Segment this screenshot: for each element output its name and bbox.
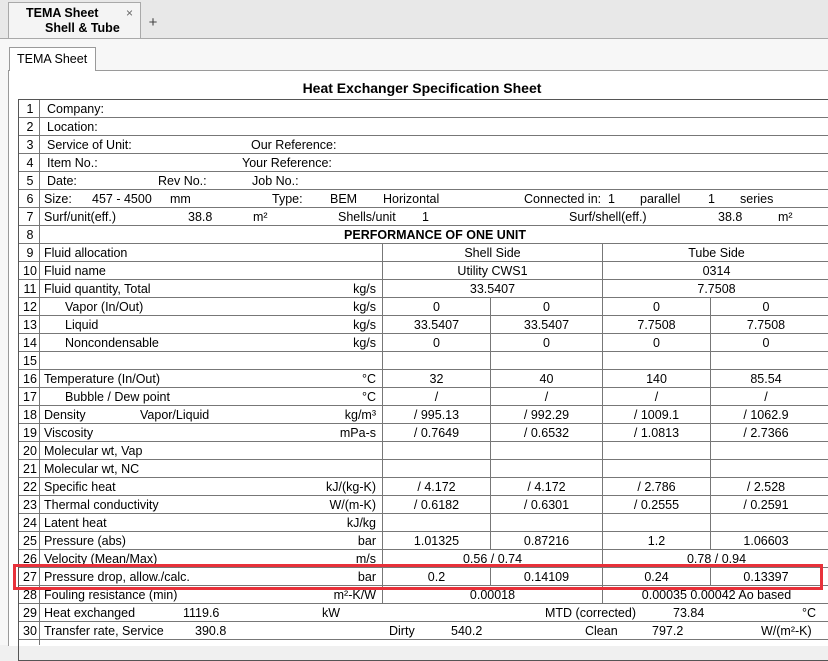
- property-unit: m²-K/W: [333, 588, 376, 602]
- tube-side-value: 0314: [702, 264, 731, 278]
- property-label: Fluid allocation: [44, 246, 128, 260]
- property-unit: kg/s: [353, 300, 376, 314]
- series-label: series: [740, 192, 774, 206]
- shell-out-value: / 4.172: [527, 480, 566, 494]
- row-number: 1: [26, 102, 34, 116]
- row-number: 19: [23, 426, 37, 440]
- add-tab-icon[interactable]: +: [148, 14, 158, 31]
- tube-out-value: 0: [762, 336, 770, 350]
- mtd-unit: °C: [802, 606, 817, 620]
- company-label: Company:: [47, 102, 104, 116]
- heat-exchanged-value: 1119.6: [183, 606, 220, 620]
- orientation-value: Horizontal: [383, 192, 440, 206]
- property-label: Thermal conductivity: [44, 498, 159, 512]
- document-tab-title: TEMA Sheet: [26, 6, 99, 20]
- transfer-rate-unit: W/(m²-K): [761, 624, 812, 638]
- tube-side-value: 7.7508: [697, 282, 736, 296]
- property-unit: mPa-s: [339, 426, 376, 440]
- property-unit: kg/s: [353, 336, 376, 350]
- surf-unit-unit: m²: [253, 210, 268, 224]
- document-tab-tema-sheet[interactable]: [8, 2, 141, 38]
- row-number: 8: [26, 228, 34, 242]
- tube-in-value: / 2.786: [637, 480, 676, 494]
- shell-in-value: /: [434, 390, 439, 404]
- pressure-drop-highlight: [13, 564, 823, 590]
- property-sublabel: Vapor/Liquid: [140, 408, 210, 422]
- clean-value: 797.2: [652, 624, 684, 638]
- service-of-unit-label: Service of Unit:: [47, 138, 132, 152]
- shell-out-value: /: [544, 390, 549, 404]
- shell-in-value: / 4.172: [417, 480, 456, 494]
- shell-out-value: 33.5407: [523, 318, 570, 332]
- rev-no-label: Rev No.:: [158, 174, 207, 188]
- size-value: 457 - 4500: [92, 192, 152, 206]
- property-label: Viscosity: [44, 426, 94, 440]
- shell-side-value: 33.5407: [469, 282, 516, 296]
- row-number: 27: [23, 570, 37, 584]
- shell-out-value: 0.87216: [523, 534, 570, 548]
- tube-side-value: Tube Side: [688, 246, 745, 260]
- tab-tema-sheet[interactable]: [9, 47, 96, 71]
- shell-out-value: 0: [543, 300, 550, 314]
- dirty-label: Dirty: [389, 624, 415, 638]
- property-unit: bar: [357, 534, 376, 548]
- performance-header: PERFORMANCE OF ONE UNIT: [344, 228, 526, 242]
- tube-in-value: 1.2: [647, 534, 666, 548]
- row-number: 2: [26, 120, 34, 134]
- date-label: Date:: [47, 174, 77, 188]
- series-value: 1: [708, 192, 715, 206]
- row-number: 13: [23, 318, 37, 332]
- row-number: 30: [23, 624, 37, 638]
- property-label: Vapor (In/Out): [65, 300, 144, 314]
- tube-out-value: 1.06603: [743, 534, 789, 548]
- row-number: 28: [23, 588, 37, 602]
- property-unit: bar: [357, 570, 376, 584]
- heat-exchanged-label: Heat exchanged: [44, 606, 136, 620]
- tube-out-value: 7.7508: [746, 318, 786, 332]
- connected-in-label: Connected in:: [524, 192, 602, 206]
- tube-out-value: / 0.2591: [743, 498, 789, 512]
- property-label: Latent heat: [44, 516, 107, 530]
- shells-unit-label: Shells/unit: [338, 210, 396, 224]
- shell-in-value: 0: [433, 300, 440, 314]
- row-number: 24: [23, 516, 37, 530]
- property-label: Bubble / Dew point: [65, 390, 170, 404]
- size-label: Size:: [44, 192, 72, 206]
- row-number: 22: [23, 480, 37, 494]
- row-number: 11: [23, 282, 37, 296]
- shell-out-value: / 992.29: [523, 408, 570, 422]
- our-reference-label: Our Reference:: [251, 138, 337, 152]
- property-unit: kJ/kg: [346, 516, 376, 530]
- tube-out-value: / 2.528: [746, 480, 786, 494]
- transfer-rate-label: Transfer rate, Service: [44, 624, 164, 638]
- property-unit: °C: [361, 372, 376, 386]
- document-tab-bar: [0, 0, 828, 39]
- row-number: 15: [23, 354, 37, 368]
- property-label: Molecular wt, Vap: [44, 444, 143, 458]
- location-label: Location:: [47, 120, 98, 134]
- row-number: 7: [26, 210, 34, 224]
- property-label: Molecular wt, NC: [44, 462, 140, 476]
- size-unit: mm: [170, 192, 191, 206]
- transfer-rate-service-value: 390.8: [195, 624, 227, 638]
- tube-in-value: 7.7508: [637, 318, 676, 332]
- property-unit: kg/s: [353, 282, 376, 296]
- tube-in-value: / 0.2555: [633, 498, 680, 512]
- row-number: 20: [23, 444, 37, 458]
- clean-label: Clean: [585, 624, 618, 638]
- surf-shell-label: Surf/shell(eff.): [569, 210, 647, 224]
- tube-out-value: / 2.7366: [743, 426, 789, 440]
- property-unit: W/(m-K): [329, 498, 376, 512]
- shell-out-value: 40: [539, 372, 554, 386]
- mtd-value: 73.84: [673, 606, 705, 620]
- property-label: Pressure drop, allow./calc.: [44, 570, 190, 584]
- job-no-label: Job No.:: [252, 174, 299, 188]
- property-label: Temperature (In/Out): [44, 372, 161, 386]
- property-label: Liquid: [65, 318, 99, 332]
- close-icon[interactable]: ×: [126, 6, 134, 20]
- sheet-title: Heat Exchanger Specification Sheet: [302, 80, 542, 96]
- row-number: 3: [26, 138, 34, 152]
- tube-out-value: 0.13397: [743, 570, 789, 584]
- row-number: 23: [23, 498, 37, 512]
- document-tab-subtitle: Shell & Tube: [45, 21, 120, 35]
- shell-side-value: Utility CWS1: [457, 264, 528, 278]
- shell-out-value: / 0.6532: [523, 426, 570, 440]
- shell-side-value: 0.56 / 0.74: [462, 552, 523, 566]
- row-number: 12: [23, 300, 37, 314]
- tube-out-value: / 1062.9: [743, 408, 789, 422]
- property-unit: kJ/(kg-K): [326, 480, 376, 494]
- tube-in-value: / 1009.1: [633, 408, 680, 422]
- row-number: 16: [23, 372, 37, 386]
- tube-out-value: /: [764, 390, 768, 404]
- shell-in-value: 32: [429, 372, 444, 386]
- shell-in-value: 0.2: [427, 570, 446, 584]
- shell-out-value: 0: [543, 336, 550, 350]
- surf-shell-unit: m²: [778, 210, 793, 224]
- row-number: 5: [26, 174, 34, 188]
- row-number: 25: [23, 534, 37, 548]
- tube-out-value: 0: [762, 300, 770, 314]
- row-number: 18: [23, 408, 37, 422]
- dirty-value: 540.2: [451, 624, 483, 638]
- your-reference-label: Your Reference:: [242, 156, 332, 170]
- tube-out-value: 85.54: [750, 372, 782, 386]
- property-label: Specific heat: [44, 480, 116, 494]
- heat-exchanged-unit: kW: [322, 606, 341, 620]
- mtd-label: MTD (corrected): [545, 606, 636, 620]
- property-label: Pressure (abs): [44, 534, 126, 548]
- connected-in-value: 1: [608, 192, 615, 206]
- row-number: 4: [26, 156, 34, 170]
- row-number: 29: [23, 606, 37, 620]
- property-label: Fouling resistance (min): [44, 588, 178, 602]
- shell-in-value: 1.01325: [413, 534, 460, 548]
- shell-in-value: / 0.7649: [413, 426, 460, 440]
- type-value: BEM: [330, 192, 358, 206]
- property-label: Density: [44, 408, 86, 422]
- property-label: Fluid name: [44, 264, 106, 278]
- tube-side-value: 0.78 / 0.94: [686, 552, 747, 566]
- row-number: 6: [26, 192, 34, 206]
- tube-in-value: /: [654, 390, 659, 404]
- parallel-label: parallel: [640, 192, 681, 206]
- tab-tema-sheet-label: TEMA Sheet: [17, 52, 88, 66]
- surf-shell-value: 38.8: [718, 210, 743, 224]
- tube-in-value: 0: [653, 300, 660, 314]
- shell-in-value: / 0.6182: [413, 498, 460, 512]
- item-no-label: Item No.:: [47, 156, 98, 170]
- surf-unit-label: Surf/unit(eff.): [44, 210, 117, 224]
- property-unit: °C: [361, 390, 376, 404]
- row-number: 10: [23, 264, 37, 278]
- row-number: 14: [23, 336, 37, 350]
- row-number: 17: [23, 390, 37, 404]
- row-number: 9: [26, 246, 34, 260]
- shell-side-value: 0.00018: [469, 588, 516, 602]
- tube-in-value: / 1.0813: [633, 426, 680, 440]
- property-label: Velocity (Mean/Max): [44, 552, 158, 566]
- type-label: Type:: [272, 192, 303, 206]
- property-label: Fluid quantity, Total: [44, 282, 151, 296]
- row-number: 21: [23, 462, 37, 476]
- shell-out-value: / 0.6301: [523, 498, 570, 512]
- shell-in-value: 0: [433, 336, 440, 350]
- tube-side-value: 0.00035 0.00042 Ao based: [641, 588, 792, 602]
- shell-in-value: / 995.13: [413, 408, 460, 422]
- tube-in-value: 0.24: [644, 570, 669, 584]
- surf-unit-value: 38.8: [188, 210, 213, 224]
- row-number: 26: [23, 552, 37, 566]
- property-unit: kg/m³: [344, 408, 376, 422]
- property-unit: kg/s: [353, 318, 376, 332]
- property-label: Noncondensable: [65, 336, 159, 350]
- shell-side-value: Shell Side: [464, 246, 521, 260]
- tube-in-value: 140: [646, 372, 667, 386]
- shells-unit-value: 1: [422, 210, 429, 224]
- shell-out-value: 0.14109: [523, 570, 570, 584]
- tube-in-value: 0: [653, 336, 660, 350]
- shell-in-value: 33.5407: [413, 318, 460, 332]
- property-unit: m/s: [355, 552, 376, 566]
